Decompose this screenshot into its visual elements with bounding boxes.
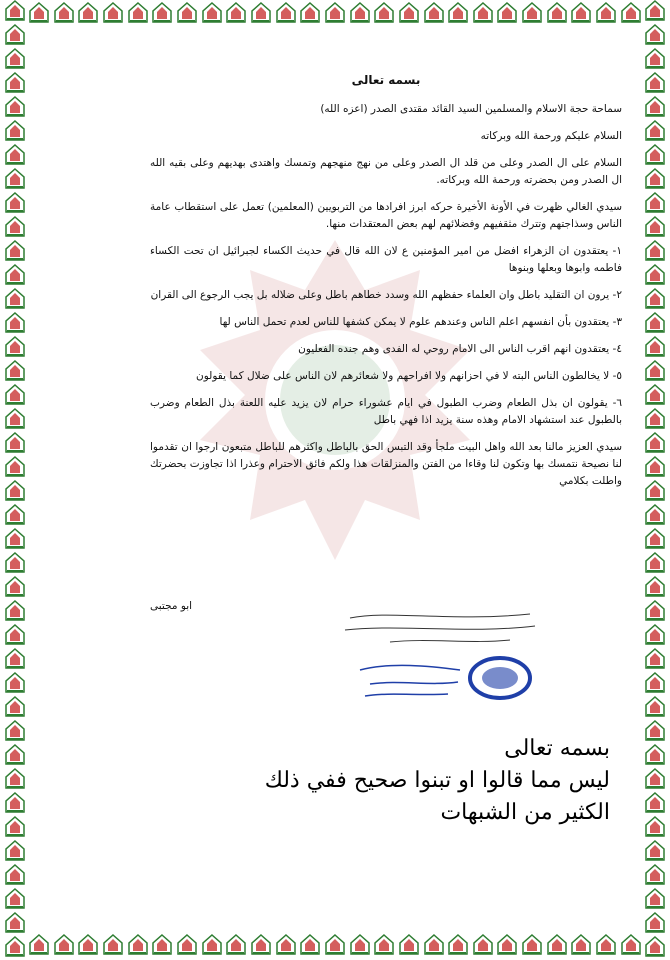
border-motif-icon [644, 120, 666, 142]
border-motif-icon [4, 216, 26, 238]
border-motif-icon [127, 934, 149, 956]
border-motif-icon [644, 144, 666, 166]
border-motif-icon [4, 576, 26, 598]
border-motif-icon [4, 768, 26, 790]
border-top [28, 2, 642, 26]
border-motif-icon [644, 288, 666, 310]
border-motif-icon [225, 934, 247, 956]
border-motif-icon [423, 2, 445, 24]
border-motif-icon [644, 24, 666, 46]
border-motif-icon [4, 168, 26, 190]
border-motif-icon [4, 432, 26, 454]
border-motif-icon [4, 912, 26, 934]
border-motif-icon [546, 2, 568, 24]
border-motif-icon [521, 934, 543, 956]
border-motif-icon [644, 528, 666, 550]
reply-line-3: الكثير من الشبهات [440, 800, 610, 825]
point-2: ٢- يرون ان التقليد باطل وان العلماء حفظهم الله وسدد خطاهم باطل وعلى ضلاله بل يجب الرجوع الى القران [150, 289, 622, 301]
border-motif-icon [644, 360, 666, 382]
border-motif-icon [644, 576, 666, 598]
border-motif-icon [398, 934, 420, 956]
border-motif-icon [201, 934, 223, 956]
border-motif-icon [644, 744, 666, 766]
border-motif-icon [644, 480, 666, 502]
border-motif-icon [151, 2, 173, 24]
border-motif-icon [644, 240, 666, 262]
border-motif-icon [644, 384, 666, 406]
border-motif-icon [644, 936, 666, 958]
border-motif-icon [496, 2, 518, 24]
border-motif-icon [496, 934, 518, 956]
border-motif-icon [644, 768, 666, 790]
border-motif-icon [644, 624, 666, 646]
border-motif-icon [644, 312, 666, 334]
border-motif-icon [4, 336, 26, 358]
border-motif-icon [595, 934, 617, 956]
border-motif-icon [644, 840, 666, 862]
border-motif-icon [4, 240, 26, 262]
border-motif-icon [521, 2, 543, 24]
border-motif-icon [644, 696, 666, 718]
border-motif-icon [299, 934, 321, 956]
intro-paragraph: السلام على ال الصدر وعلى من قلد ال الصدر وعلى من نهج منهجهم وتمسك واهتدى بهديهم وعلى بقيه الله ال الصدر ومن بحضرته ورحمة الله وبركاته. [150, 157, 622, 186]
reply-line-1: بسمه تعالى [504, 736, 610, 761]
border-motif-icon [324, 2, 346, 24]
border-motif-icon [4, 24, 26, 46]
border-motif-icon [4, 888, 26, 910]
border-motif-icon [570, 934, 592, 956]
border-motif-icon [373, 2, 395, 24]
border-motif-icon [28, 2, 50, 24]
border-motif-icon [4, 504, 26, 526]
border-motif-icon [349, 934, 371, 956]
border-motif-icon [324, 934, 346, 956]
closing-paragraph: سيدي العزيز مالنا بعد الله واهل البيت ملجأ وقد التبس الحق بالباطل واكثرهم للباطل متبعون ارجوا ان تقدموا لنا نصيحة نتمسك بها وتكون لنا وقاءا من الفتن والمنزلقات هذا ولكم فائق الاحترام وعذرا اذا تجاوزت بحضرتك واطلت بكلامي [150, 441, 622, 487]
point-3: ٣- يعتقدون بأن انفسهم اعلم الناس وعندهم علوم لا يمكن كشفها للناس لعدم تحمل الناس لها [219, 316, 622, 328]
border-motif-icon [53, 934, 75, 956]
border-motif-icon [77, 2, 99, 24]
border-motif-icon [53, 2, 75, 24]
border-motif-icon [4, 192, 26, 214]
border-motif-icon [4, 792, 26, 814]
border-motif-icon [644, 432, 666, 454]
border-motif-icon [299, 2, 321, 24]
border-motif-icon [250, 2, 272, 24]
border-motif-icon [644, 336, 666, 358]
border-left [2, 0, 28, 960]
signer-name: ابو مجتبى [150, 600, 193, 612]
greeting: السلام عليكم ورحمة الله وبركاته [480, 130, 622, 142]
border-motif-icon [102, 934, 124, 956]
border-motif-icon [644, 648, 666, 670]
border-motif-icon [373, 934, 395, 956]
border-motif-icon [4, 744, 26, 766]
border-motif-icon [644, 504, 666, 526]
border-motif-icon [250, 934, 272, 956]
border-right [642, 0, 668, 960]
border-motif-icon [644, 96, 666, 118]
border-motif-icon [644, 456, 666, 478]
border-motif-icon [4, 840, 26, 862]
border-motif-icon [644, 816, 666, 838]
border-motif-icon [4, 480, 26, 502]
addressee: سماحة حجة الاسلام والمسلمين السيد القائد مقتدى الصدر (اعزه الله) [320, 103, 622, 115]
point-6: ٦- يقولون ان بذل الطعام وضرب الطبول في ايام عشوراء حرام لان يزيد عليه اللعنة بذل الطعام وضرب بالطبول عند استشهاد الامام وهذه سنة يزيد اذا فهي باطل [150, 397, 622, 426]
border-motif-icon [4, 456, 26, 478]
border-motif-icon [4, 408, 26, 430]
border-motif-icon [644, 48, 666, 70]
border-motif-icon [644, 792, 666, 814]
border-motif-icon [398, 2, 420, 24]
border-motif-icon [151, 934, 173, 956]
border-motif-icon [4, 696, 26, 718]
point-4: ٤- يعتقدون انهم اقرب الناس الى الامام روحي له الفدى وهم جنده الفعليون [298, 343, 622, 355]
border-motif-icon [644, 864, 666, 886]
border-motif-icon [472, 2, 494, 24]
border-motif-icon [595, 2, 617, 24]
body-paragraph: سيدي الغالي ظهرت في الأونة الأخيرة حركه ابرز افرادها من التربويين (المعلمين) تعمل على استقطاب عامة الناس وسذاجتهم وتترك مثقفيهم وفضلائهم لهم بعض المعتقدات منها. [150, 201, 622, 230]
border-motif-icon [28, 934, 50, 956]
border-motif-icon [4, 288, 26, 310]
border-motif-icon [4, 360, 26, 382]
border-motif-icon [4, 144, 26, 166]
border-motif-icon [4, 264, 26, 286]
border-motif-icon [4, 864, 26, 886]
border-motif-icon [4, 0, 26, 22]
border-motif-icon [472, 934, 494, 956]
reply-line-2: ليس مما قالوا او تبنوا صحيح ففي ذلك [264, 768, 610, 793]
border-motif-icon [4, 120, 26, 142]
border-motif-icon [275, 2, 297, 24]
border-motif-icon [644, 264, 666, 286]
border-motif-icon [349, 2, 371, 24]
border-motif-icon [644, 720, 666, 742]
border-motif-icon [176, 934, 198, 956]
point-5: ٥- لا يخالطون الناس البته لا في احزانهم ولا افراحهم ولا شعائرهم لان الناس على ضلال كما يقولون [196, 370, 622, 382]
border-motif-icon [570, 2, 592, 24]
border-motif-icon [447, 2, 469, 24]
border-motif-icon [4, 72, 26, 94]
border-motif-icon [644, 0, 666, 22]
point-1: ١- يعتقدون ان الزهراء افضل من امير المؤمنين ع لان الله قال في حديث الكساء لجبرائيل ان تحت الكساء فاطمه وابوها وبعلها وبنوها [150, 245, 622, 274]
letter-heading: بسمه تعالى [351, 73, 421, 87]
border-motif-icon [644, 216, 666, 238]
border-motif-icon [77, 934, 99, 956]
border-motif-icon [644, 888, 666, 910]
handwritten-reply [230, 735, 610, 831]
letter [150, 72, 622, 500]
border-motif-icon [4, 816, 26, 838]
border-motif-icon [644, 672, 666, 694]
border-motif-icon [102, 2, 124, 24]
border-motif-icon [201, 2, 223, 24]
border-motif-icon [127, 2, 149, 24]
border-motif-icon [4, 312, 26, 334]
border-bottom [28, 934, 642, 958]
border-motif-icon [4, 672, 26, 694]
signature-stamp-icon [330, 600, 560, 710]
border-motif-icon [644, 600, 666, 622]
border-motif-icon [275, 934, 297, 956]
border-motif-icon [644, 408, 666, 430]
border-motif-icon [4, 384, 26, 406]
border-motif-icon [4, 552, 26, 574]
border-motif-icon [644, 72, 666, 94]
border-motif-icon [447, 934, 469, 956]
border-motif-icon [4, 720, 26, 742]
border-motif-icon [644, 168, 666, 190]
border-motif-icon [4, 648, 26, 670]
border-motif-icon [620, 2, 642, 24]
border-motif-icon [546, 934, 568, 956]
border-motif-icon [4, 48, 26, 70]
border-motif-icon [423, 934, 445, 956]
border-motif-icon [620, 934, 642, 956]
border-motif-icon [644, 192, 666, 214]
border-motif-icon [4, 528, 26, 550]
border-motif-icon [4, 936, 26, 958]
border-motif-icon [4, 600, 26, 622]
border-motif-icon [644, 912, 666, 934]
border-motif-icon [4, 624, 26, 646]
border-motif-icon [4, 96, 26, 118]
border-motif-icon [225, 2, 247, 24]
border-motif-icon [644, 552, 666, 574]
border-motif-icon [176, 2, 198, 24]
